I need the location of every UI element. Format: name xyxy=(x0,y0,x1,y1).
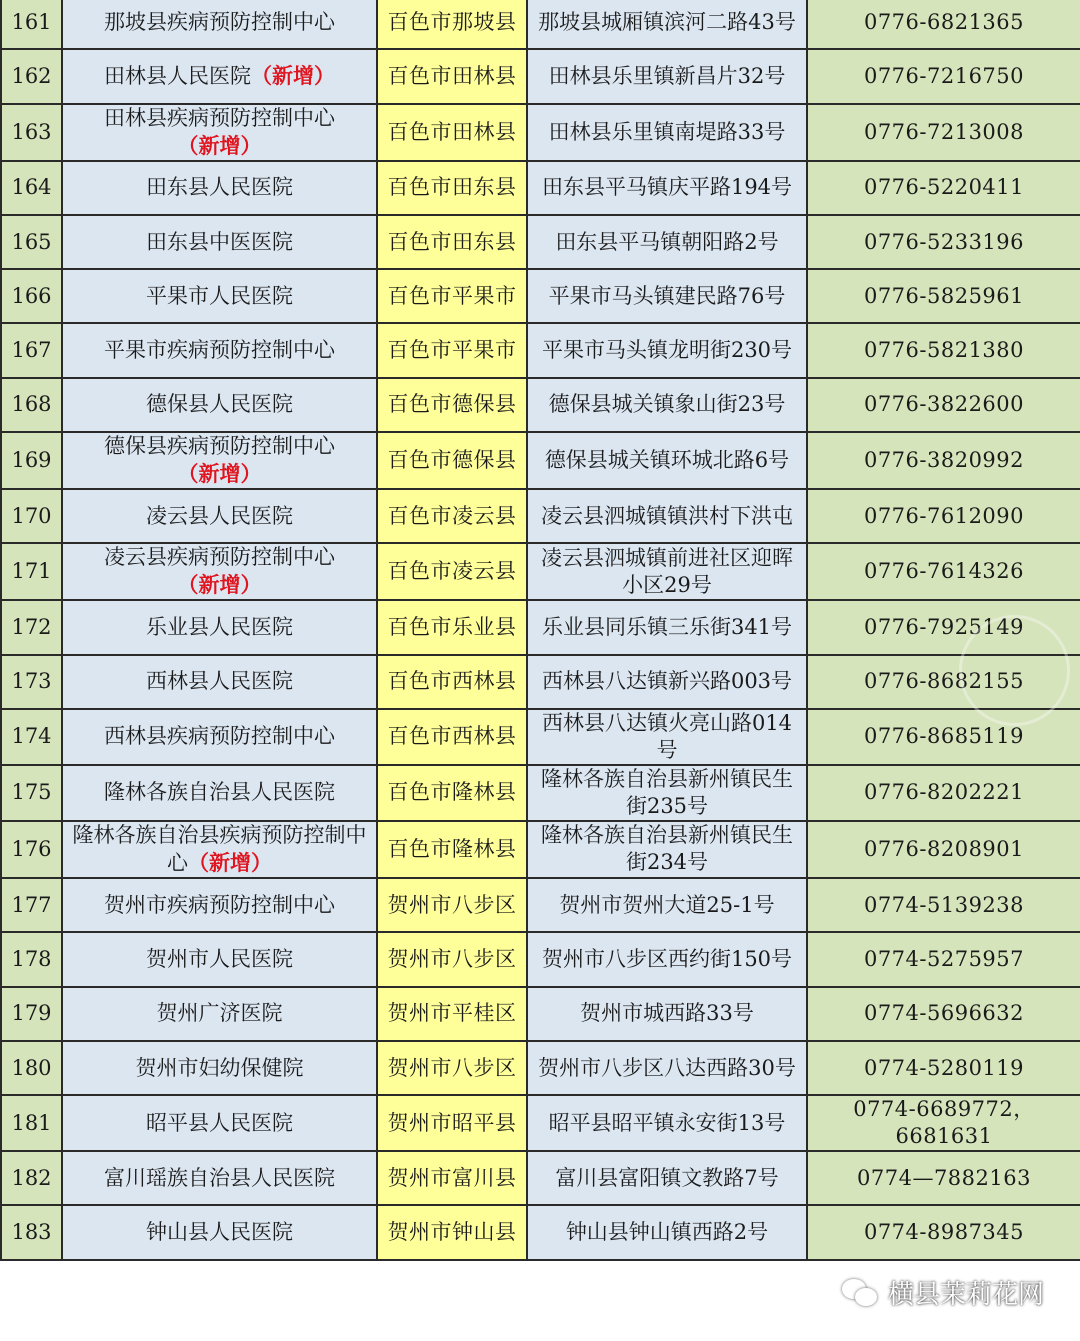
address: 隆林各族自治县新州镇民生街235号 xyxy=(527,765,807,821)
wechat-icon xyxy=(842,1277,880,1309)
institution-name-text: 富川瑶族自治县人民医院 xyxy=(104,1165,335,1190)
institution-name-text: 贺州广济医院 xyxy=(156,1001,283,1026)
city-district: 百色市平果市 xyxy=(377,323,527,377)
city-district: 百色市德保县 xyxy=(377,378,527,432)
institution-name xyxy=(62,1041,377,1095)
address: 西林县八达镇新兴路003号 xyxy=(527,655,807,709)
institution-name-text: 田林县疾病预防控制中心 xyxy=(104,105,335,130)
institution-name-text: 德保县人民医院 xyxy=(146,392,293,417)
row-number: 172 xyxy=(1,600,62,654)
row-number: 178 xyxy=(1,932,62,986)
institution-name-text: 贺州市妇幼保健院 xyxy=(135,1055,304,1080)
institution-name-text: 凌云县人民医院 xyxy=(146,503,293,528)
row-number: 181 xyxy=(1,1095,62,1151)
institution-name xyxy=(62,161,377,215)
institution-name xyxy=(62,821,377,878)
institution-name xyxy=(62,269,377,323)
table-row xyxy=(1,378,1080,432)
address: 乐业县同乐镇三乐街341号 xyxy=(527,600,807,654)
address: 贺州市八步区西约街150号 xyxy=(527,932,807,986)
institution-name-text: 西林县疾病预防控制中心 xyxy=(104,724,335,749)
institution-name-text: 隆林各族自治县人民医院 xyxy=(104,780,335,805)
table-row xyxy=(1,765,1080,821)
city-district: 百色市田林县 xyxy=(377,104,527,161)
institution-name-text: 西林县人民医院 xyxy=(146,669,293,694)
row-number: 167 xyxy=(1,323,62,377)
row-number: 174 xyxy=(1,709,62,765)
table-body xyxy=(1,0,1080,1260)
institution-name-text: 田林县人民医院 xyxy=(104,64,251,89)
city-district: 贺州市八步区 xyxy=(377,1041,527,1095)
institution-name-text: 平果市疾病预防控制中心 xyxy=(104,338,335,363)
institution-name-text: 凌云县疾病预防控制中心 xyxy=(104,545,335,570)
city-district: 百色市平果市 xyxy=(377,269,527,323)
phone-number: 0776-7213008 xyxy=(807,104,1080,161)
phone-number: 0776-5825961 xyxy=(807,269,1080,323)
address: 平果市马头镇建民路76号 xyxy=(527,269,807,323)
institution-name-text: 田东县中医医院 xyxy=(146,229,293,254)
city-district: 贺州市平桂区 xyxy=(377,987,527,1041)
institution-name xyxy=(62,215,377,269)
address: 昭平县昭平镇永安街13号 xyxy=(527,1095,807,1151)
institution-name xyxy=(62,932,377,986)
institution-name xyxy=(62,0,377,49)
address: 田东县平马镇庆平路194号 xyxy=(527,161,807,215)
city-district: 百色市田东县 xyxy=(377,215,527,269)
phone-number: 0774-5275957 xyxy=(807,932,1080,986)
row-number: 175 xyxy=(1,765,62,821)
city-district: 百色市隆林县 xyxy=(377,765,527,821)
new-tag: （新增） xyxy=(177,461,262,487)
table-row xyxy=(1,432,1080,489)
new-tag: （新增） xyxy=(251,63,335,89)
phone-number: 0776-7612090 xyxy=(807,489,1080,543)
address: 那坡县城厢镇滨河二路43号 xyxy=(527,0,807,49)
table-row xyxy=(1,49,1080,103)
city-district: 百色市田林县 xyxy=(377,49,527,103)
address: 隆林各族自治县新州镇民生街234号 xyxy=(527,821,807,878)
address: 田东县平马镇朝阳路2号 xyxy=(527,215,807,269)
phone-number: 0776-8685119 xyxy=(807,709,1080,765)
phone-number: 0776-7925149 xyxy=(807,600,1080,654)
row-number: 176 xyxy=(1,821,62,878)
phone-number: 0776-5220411 xyxy=(807,161,1080,215)
city-district: 贺州市富川县 xyxy=(377,1151,527,1205)
table-row xyxy=(1,215,1080,269)
city-district: 贺州市八步区 xyxy=(377,932,527,986)
phone-number: 0776-7614326 xyxy=(807,543,1080,600)
table-row xyxy=(1,932,1080,986)
table-row xyxy=(1,709,1080,765)
address: 德保县城关镇象山街23号 xyxy=(527,378,807,432)
watermark-text: 横县茉莉花网 xyxy=(887,1280,1044,1310)
address: 贺州市城西路33号 xyxy=(527,987,807,1041)
phone-number: 0776-8682155 xyxy=(807,655,1080,709)
address: 田林县乐里镇新昌片32号 xyxy=(527,49,807,103)
table-row xyxy=(1,821,1080,878)
address: 凌云县泗城镇镇洪村下洪屯 xyxy=(527,489,807,543)
row-number: 179 xyxy=(1,987,62,1041)
city-district: 百色市隆林县 xyxy=(377,821,527,878)
address: 西林县八达镇火亮山路014号 xyxy=(527,709,807,765)
city-district: 贺州市八步区 xyxy=(377,878,527,932)
institution-name-text: 平果市人民医院 xyxy=(146,283,293,308)
row-number: 169 xyxy=(1,432,62,489)
row-number: 165 xyxy=(1,215,62,269)
address: 田林县乐里镇南堤路33号 xyxy=(527,104,807,161)
row-number: 171 xyxy=(1,543,62,600)
row-number: 162 xyxy=(1,49,62,103)
address: 德保县城关镇环城北路6号 xyxy=(527,432,807,489)
city-district: 百色市德保县 xyxy=(377,432,527,489)
row-number: 180 xyxy=(1,1041,62,1095)
institution-name xyxy=(62,543,377,600)
address: 钟山县钟山镇西路2号 xyxy=(527,1205,807,1259)
row-number: 163 xyxy=(1,104,62,161)
institution-name-text: 那坡县疾病预防控制中心 xyxy=(104,9,335,34)
phone-number: 0776-3820992 xyxy=(807,432,1080,489)
phone-number: 0774-8987345 xyxy=(807,1205,1080,1259)
institution-name-text: 隆林各族自治县疾病预防控制中心 xyxy=(72,822,367,875)
phone-number: 0774-5280119 xyxy=(807,1041,1080,1095)
city-district: 百色市凌云县 xyxy=(377,489,527,543)
new-tag: （新增） xyxy=(177,572,262,598)
address: 凌云县泗城镇前进社区迎晖小区29号 xyxy=(527,543,807,600)
table-row xyxy=(1,161,1080,215)
phone-number: 0776-6821365 xyxy=(807,0,1080,49)
city-district: 百色市西林县 xyxy=(377,655,527,709)
watermark xyxy=(842,1274,1044,1311)
institution-name xyxy=(62,765,377,821)
phone-number: 0774-5696632 xyxy=(807,987,1080,1041)
institution-name xyxy=(62,104,377,161)
institution-name-text: 乐业县人民医院 xyxy=(146,615,293,640)
city-district: 百色市西林县 xyxy=(377,709,527,765)
address: 贺州市贺州大道25-1号 xyxy=(527,878,807,932)
institution-name-text: 贺州市人民医院 xyxy=(146,946,293,971)
institution-name xyxy=(62,987,377,1041)
phone-number: 0774-6689772，6681631 xyxy=(807,1095,1080,1151)
institution-name xyxy=(62,489,377,543)
phone-number: 0776-7216750 xyxy=(807,49,1080,103)
institution-name xyxy=(62,600,377,654)
table-row xyxy=(1,489,1080,543)
institution-name xyxy=(62,1151,377,1205)
table-row xyxy=(1,878,1080,932)
phone-number: 0776-5233196 xyxy=(807,215,1080,269)
row-number: 161 xyxy=(1,0,62,49)
institution-name xyxy=(62,432,377,489)
row-number: 173 xyxy=(1,655,62,709)
phone-number: 0776-5821380 xyxy=(807,323,1080,377)
phone-number: 0774-5139238 xyxy=(807,878,1080,932)
city-district: 百色市凌云县 xyxy=(377,543,527,600)
institution-name-text: 昭平县人民医院 xyxy=(146,1110,293,1135)
table-row xyxy=(1,543,1080,600)
address: 富川县富阳镇文教路7号 xyxy=(527,1151,807,1205)
institution-name-text: 田东县人民医院 xyxy=(146,175,293,200)
city-district: 百色市那坡县 xyxy=(377,0,527,49)
row-number: 183 xyxy=(1,1205,62,1259)
address: 平果市马头镇龙明街230号 xyxy=(527,323,807,377)
table-row xyxy=(1,0,1080,49)
faint-seal-watermark xyxy=(959,615,1070,726)
city-district: 贺州市钟山县 xyxy=(377,1205,527,1259)
phone-number: 0776-8208901 xyxy=(807,821,1080,878)
institution-name-text: 贺州市疾病预防控制中心 xyxy=(104,892,335,917)
table-row xyxy=(1,987,1080,1041)
phone-number: 0776-8202221 xyxy=(807,765,1080,821)
institution-name xyxy=(62,378,377,432)
table-row xyxy=(1,600,1080,654)
institution-name xyxy=(62,1205,377,1259)
table-row xyxy=(1,1095,1080,1151)
table-row xyxy=(1,269,1080,323)
row-number: 182 xyxy=(1,1151,62,1205)
address: 贺州市八步区八达西路30号 xyxy=(527,1041,807,1095)
institution-name xyxy=(62,878,377,932)
city-district: 百色市乐业县 xyxy=(377,600,527,654)
phone-number: 0776-3822600 xyxy=(807,378,1080,432)
table-row xyxy=(1,104,1080,161)
row-number: 177 xyxy=(1,878,62,932)
new-tag: （新增） xyxy=(177,132,262,158)
institution-name xyxy=(62,323,377,377)
table-row xyxy=(1,1205,1080,1259)
row-number: 164 xyxy=(1,161,62,215)
row-number: 168 xyxy=(1,378,62,432)
phone-number: 0774—7882163 xyxy=(807,1151,1080,1205)
table-row xyxy=(1,1041,1080,1095)
new-tag: （新增） xyxy=(188,849,272,875)
row-number: 170 xyxy=(1,489,62,543)
table-row xyxy=(1,1151,1080,1205)
table-row xyxy=(1,655,1080,709)
city-district: 百色市田东县 xyxy=(377,161,527,215)
institution-name-text: 钟山县人民医院 xyxy=(146,1220,293,1245)
institution-name xyxy=(62,49,377,103)
institution-name xyxy=(62,709,377,765)
institution-name xyxy=(62,655,377,709)
institution-name xyxy=(62,1095,377,1151)
institution-name-text: 德保县疾病预防控制中心 xyxy=(104,434,335,459)
city-district: 贺州市昭平县 xyxy=(377,1095,527,1151)
table-row xyxy=(1,323,1080,377)
row-number: 166 xyxy=(1,269,62,323)
